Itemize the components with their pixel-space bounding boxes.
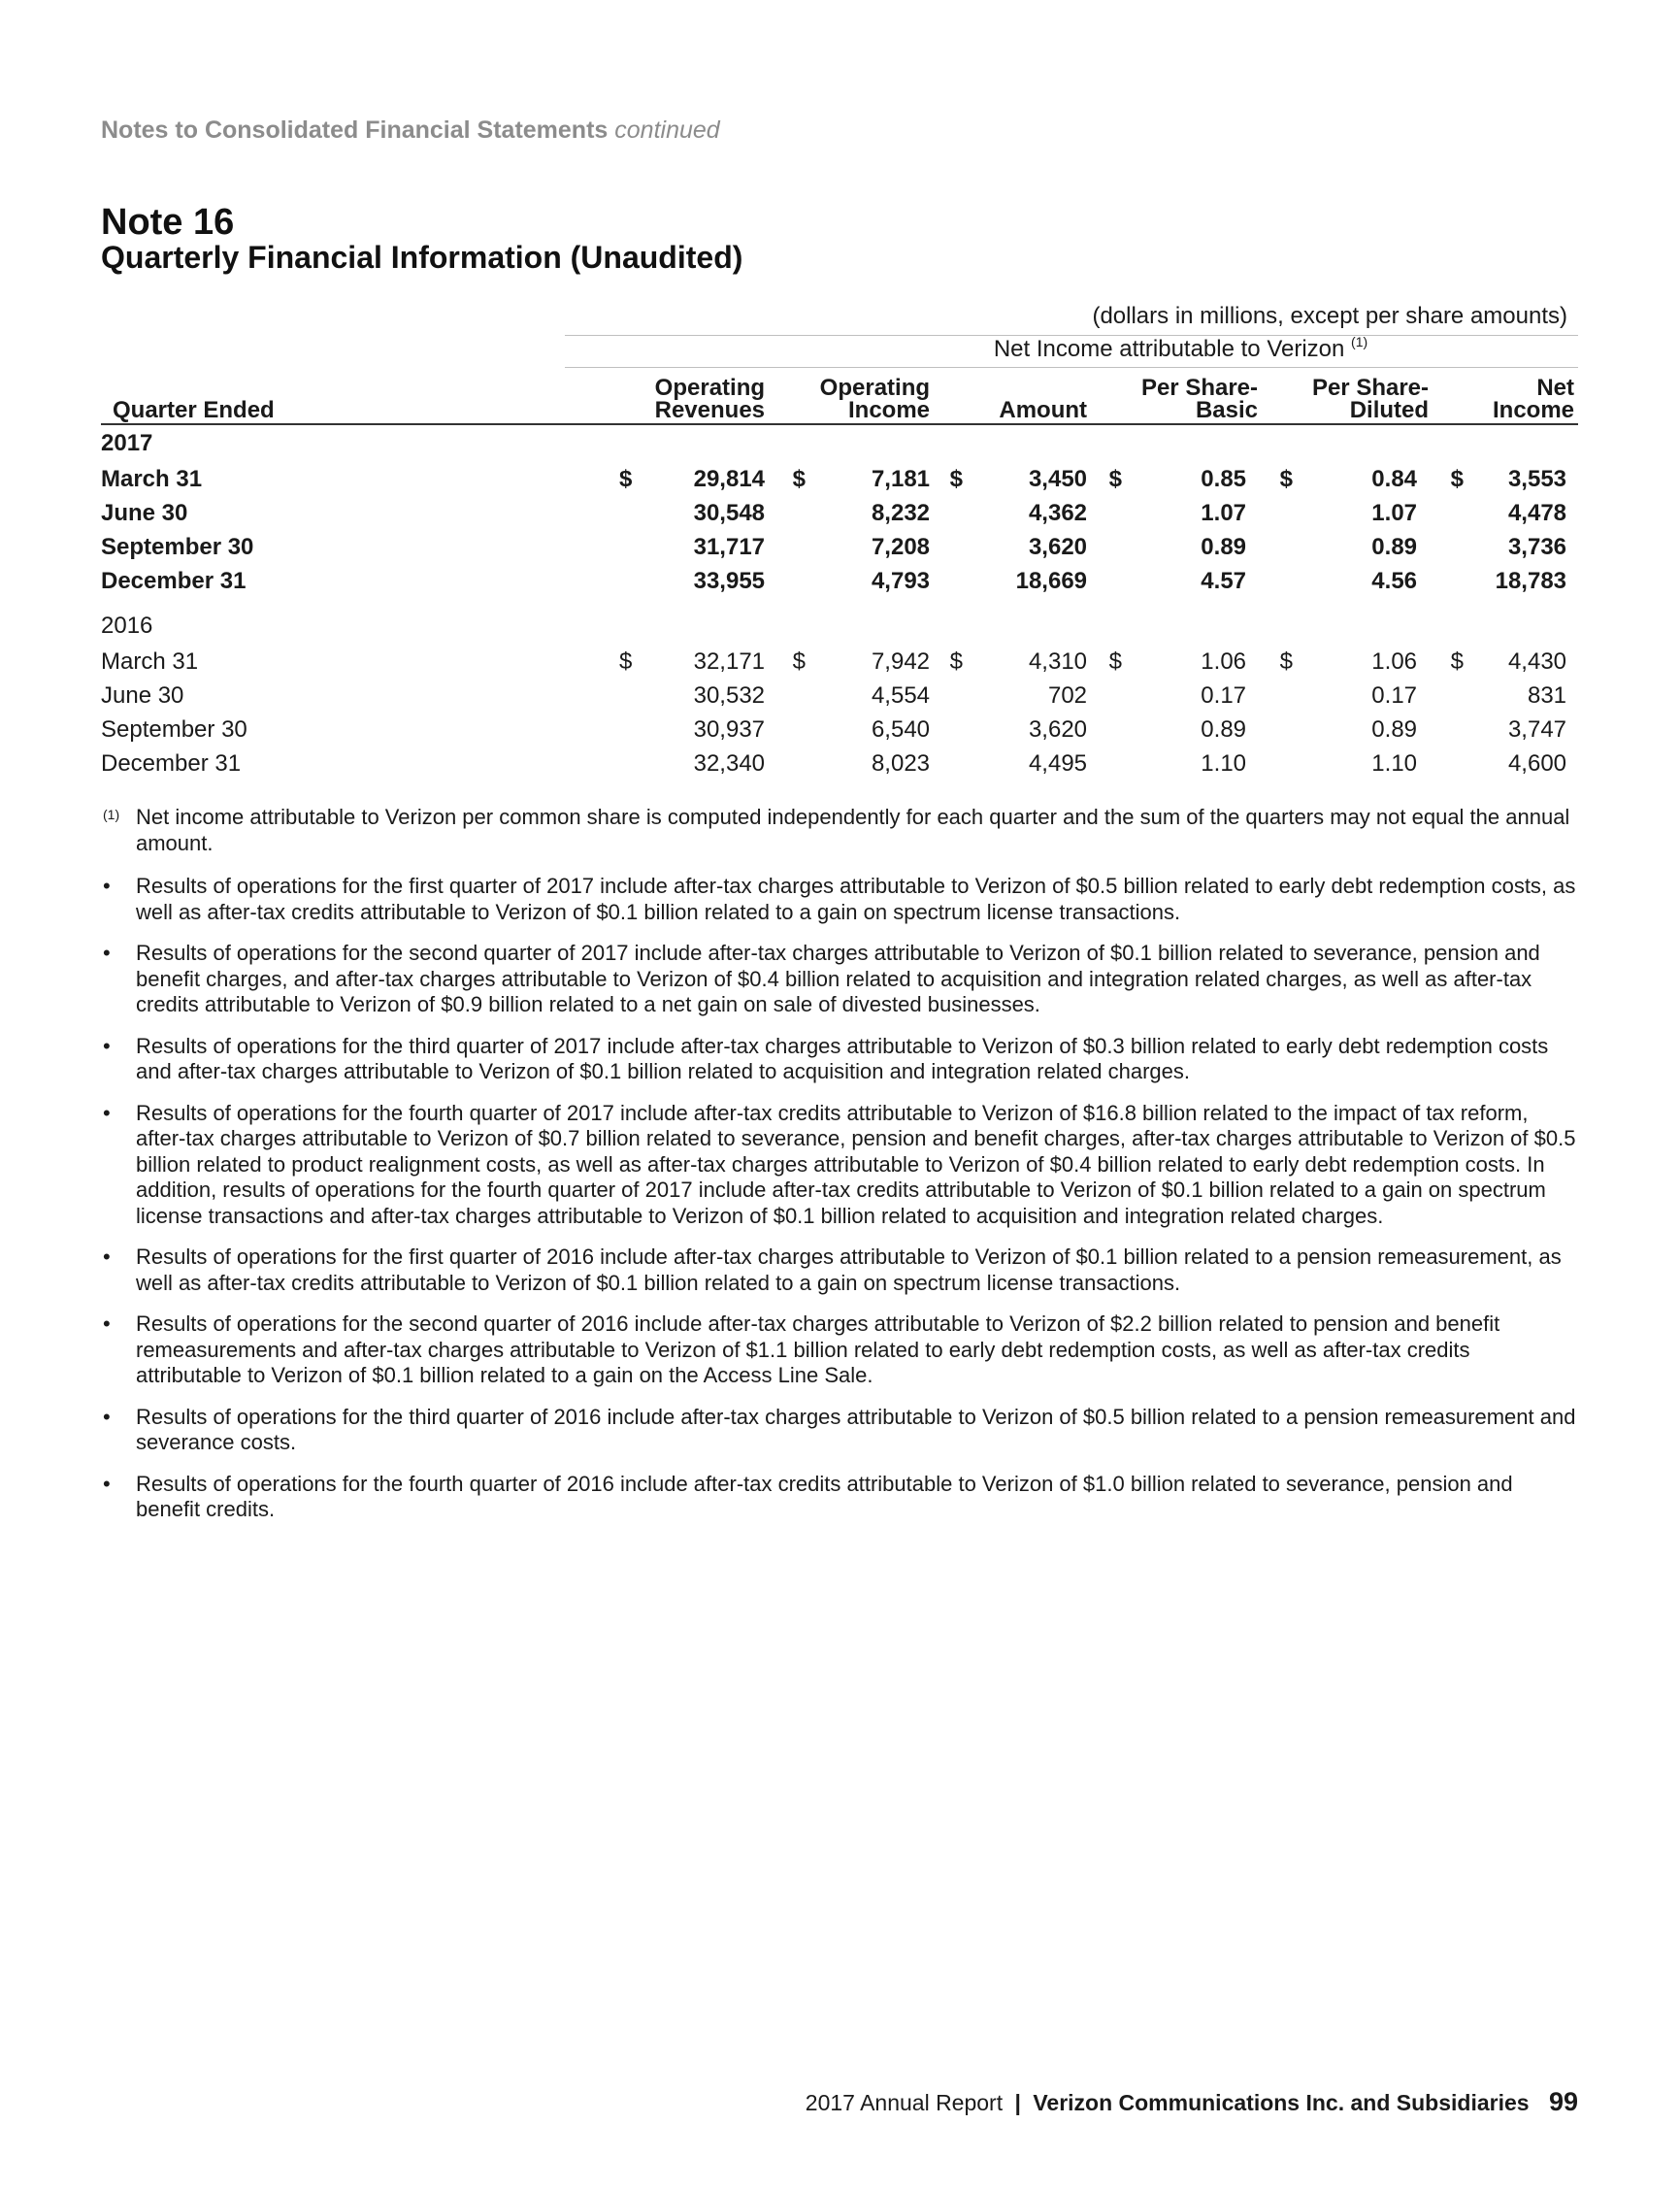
basic-cell: 0.89: [1201, 715, 1247, 743]
table-row: [101, 564, 1578, 598]
bullet-icon: •: [103, 1244, 111, 1269]
basic-cell: 0.89: [1201, 533, 1247, 560]
revenues-cell: 32,171: [693, 647, 766, 675]
quarter-label: June 30: [101, 681, 184, 709]
net-income-cell: 4,478: [1507, 499, 1567, 526]
quarterly-table: [101, 377, 1578, 780]
revenues-cell: 30,937: [693, 715, 766, 743]
list-item: [101, 1405, 1578, 1456]
footer-report: 2017 Annual Report: [805, 2090, 1004, 2115]
currency-symbol: $: [1108, 465, 1123, 492]
currency-symbol: $: [1279, 647, 1294, 675]
op-income-cell: 7,181: [871, 465, 931, 492]
net-income-group-header: [992, 336, 1369, 363]
units-caption: (dollars in millions, except per share amounts): [1092, 303, 1567, 329]
op-income-cell: 6,540: [871, 715, 931, 743]
quarter-label: December 31: [101, 567, 247, 594]
running-header: [101, 116, 720, 145]
basic-cell: 1.07: [1201, 499, 1247, 526]
bullet-text: Results of operations for the fourth quarter of 2016 include after-tax credits attributable to Verizon of $1.0 billion related to severance, pension and benefit credits.: [136, 1471, 1513, 1521]
running-title: Notes to Consolidated Financial Statements: [101, 116, 609, 144]
op-income-cell: 7,208: [871, 533, 931, 560]
revenues-cell: 29,814: [693, 465, 766, 492]
net-income-cell: 4,600: [1507, 749, 1567, 777]
year-row-2017: [101, 424, 1578, 462]
list-item: [101, 1244, 1578, 1296]
diluted-cell: 1.06: [1371, 647, 1418, 675]
table-footnote: [101, 804, 1576, 856]
currency-symbol: $: [1279, 465, 1294, 492]
note-number: Note 16: [101, 202, 235, 243]
bullet-icon: •: [103, 874, 111, 898]
col-opinc-line2: Income: [847, 397, 931, 423]
net-income-cell: 3,736: [1507, 533, 1567, 560]
currency-symbol: $: [1108, 647, 1123, 675]
quarter-label: March 31: [101, 465, 203, 492]
currency-symbol: $: [619, 647, 633, 675]
currency-symbol: $: [792, 647, 807, 675]
footer-separator: |: [1014, 2090, 1021, 2115]
bullet-text: Results of operations for the first quarter of 2017 include after-tax charges attributable to Verizon of $0.5 billion related to early debt redemption costs, as well as after-tax credits attributable to Verizon of $0.1 billion related to a gain on spectrum license transactions.: [136, 874, 1576, 924]
basic-cell: 4.57: [1201, 567, 1247, 594]
bullet-icon: •: [103, 941, 111, 965]
page-footer: [806, 2087, 1578, 2117]
list-item: [101, 1034, 1578, 1085]
currency-symbol: $: [1450, 647, 1465, 675]
currency-symbol: $: [949, 465, 964, 492]
amount-cell: 3,450: [1028, 465, 1088, 492]
amount-cell: 4,362: [1028, 499, 1088, 526]
table-row: [101, 747, 1578, 780]
diluted-cell: 1.10: [1371, 749, 1418, 777]
bullet-icon: •: [103, 1100, 111, 1125]
diluted-cell: 0.89: [1371, 533, 1418, 560]
net-income-cell: 18,783: [1495, 567, 1567, 594]
year-label: 2016: [101, 613, 153, 639]
col-diluted-line2: Diluted: [1349, 397, 1430, 423]
col-rev-line2: Revenues: [654, 397, 766, 423]
quarter-label: September 30: [101, 533, 254, 560]
net-income-cell: 4,430: [1507, 647, 1567, 675]
year-row-2016: [101, 608, 1578, 645]
bullet-text: Results of operations for the third quarter of 2017 include after-tax charges attributable to Verizon of $0.3 billion related to early debt redemption costs and after-tax charges attributable to Verizon of $0.1 billion related to acquisition and integration related charges.: [136, 1033, 1549, 1083]
diluted-cell: 1.07: [1371, 499, 1418, 526]
bullet-text: Results of operations for the first quarter of 2016 include after-tax charges attributable to Verizon of $0.1 billion related to a pension remeasurement, as well as after-tax credits attributable to Verizon of $0.1 billion related to a gain on spectrum license transactions.: [136, 1244, 1562, 1295]
table-row: [101, 530, 1578, 564]
basic-cell: 1.06: [1201, 647, 1247, 675]
table-row: [101, 713, 1578, 747]
results-bullet-list: [101, 874, 1578, 1539]
col-operating-income: [765, 377, 930, 424]
col-per-share-basic: [1087, 377, 1258, 424]
col-basic-line1: Per Share-: [1140, 375, 1259, 401]
bullet-text: Results of operations for the second quarter of 2017 include after-tax charges attributable to Verizon of $0.1 billion related to severance, pension and benefit charges, and after-tax charges attributable to Verizon of $0.4 billion related to acquisition and integration related charges, as well as after-tax credits attributable to Verizon of $0.9 billion related to a net gain on sale of divested businesses.: [136, 941, 1540, 1016]
running-suffix: continued: [614, 116, 720, 144]
table-row: [101, 462, 1578, 496]
bullet-icon: •: [103, 1404, 111, 1429]
group-header-label: Net Income attributable to Verizon: [993, 336, 1345, 362]
col-amount: Amount: [930, 377, 1087, 424]
col-quarter-ended: Quarter Ended: [101, 377, 619, 424]
col-basic-line2: Basic: [1195, 397, 1259, 423]
list-item: [101, 1101, 1578, 1230]
diluted-cell: 0.17: [1371, 681, 1418, 709]
footnote-text: Net income attributable to Verizon per common share is computed independently for each quarter and the sum of the quarters may not equal the annual amount.: [136, 805, 1570, 855]
col-net-income: [1429, 377, 1578, 424]
list-item: [101, 941, 1578, 1018]
col-net-line2: Income: [1492, 397, 1575, 423]
col-rev-line1: Operating: [654, 375, 766, 401]
currency-symbol: $: [1450, 465, 1465, 492]
op-income-cell: 4,554: [871, 681, 931, 709]
col-opinc-line1: Operating: [819, 375, 931, 401]
table-header-row: [101, 377, 1578, 424]
list-item: [101, 874, 1578, 925]
op-income-cell: 8,023: [871, 749, 931, 777]
bullet-text: Results of operations for the third quarter of 2016 include after-tax charges attributable to Verizon of $0.5 billion related to a pension remeasurement and severance costs.: [136, 1404, 1576, 1454]
list-item: [101, 1311, 1578, 1389]
basic-cell: 1.10: [1201, 749, 1247, 777]
amount-cell: 3,620: [1028, 533, 1088, 560]
quarter-label: September 30: [101, 715, 247, 743]
revenues-cell: 30,532: [693, 681, 766, 709]
bullet-text: Results of operations for the fourth quarter of 2017 include after-tax credits attributable to Verizon of $16.8 billion related to the impact of tax reform, after-tax charges attributable to Verizon of $0.7 billion related to severance, pension and benefit charges, after-tax charges attributable to Verizon of $0.5 billion related to product realignment costs, as well as after-tax charges attributable to Verizon of $0.4 billion related to early debt redemption costs. In addition, results of operations for the fourth quarter of 2017 include after-tax credits attributable to Verizon of $0.1 billion related to a gain on spectrum license transactions and after-tax charges attributable to Verizon of $0.1 billion related to acquisition and integration related charges.: [136, 1100, 1576, 1228]
net-income-cell: 831: [1527, 681, 1567, 709]
list-item: [101, 1472, 1578, 1523]
basic-cell: 0.85: [1201, 465, 1247, 492]
currency-symbol: $: [949, 647, 964, 675]
bullet-icon: •: [103, 1311, 111, 1336]
bullet-icon: •: [103, 1033, 111, 1058]
bullet-text: Results of operations for the second quarter of 2016 include after-tax charges attributable to Verizon of $2.2 billion related to pension and benefit remeasurements and after-tax charges attributable to Verizon of $1.1 billion related to early debt redemption costs, as well as after-tax credits attributable to Verizon of $0.1 billion related to a gain on the Access Line Sale.: [136, 1311, 1500, 1387]
quarter-label: June 30: [101, 499, 188, 526]
amount-cell: 4,495: [1028, 749, 1088, 777]
page-number: 99: [1548, 2087, 1578, 2116]
op-income-cell: 4,793: [871, 567, 931, 594]
diluted-cell: 0.84: [1371, 465, 1418, 492]
col-operating-revenues: [619, 377, 765, 424]
col-net-line1: Net: [1536, 375, 1575, 401]
revenues-cell: 32,340: [693, 749, 766, 777]
op-income-cell: 8,232: [871, 499, 931, 526]
op-income-cell: 7,942: [871, 647, 931, 675]
amount-cell: 3,620: [1028, 715, 1088, 743]
year-label: 2017: [101, 430, 153, 456]
diluted-cell: 4.56: [1371, 567, 1418, 594]
footnote-mark: (1): [103, 807, 120, 822]
revenues-cell: 30,548: [693, 499, 766, 526]
amount-cell: 4,310: [1028, 647, 1088, 675]
diluted-cell: 0.89: [1371, 715, 1418, 743]
quarter-label: March 31: [101, 647, 199, 675]
col-diluted-line1: Per Share-: [1311, 375, 1430, 401]
net-income-cell: 3,747: [1507, 715, 1567, 743]
revenues-cell: 33,955: [693, 567, 766, 594]
col-per-share-diluted: [1258, 377, 1429, 424]
amount-cell: 18,669: [1015, 567, 1088, 594]
currency-symbol: $: [619, 465, 633, 492]
quarter-label: December 31: [101, 749, 242, 777]
note-title: Quarterly Financial Information (Unaudited): [101, 240, 743, 275]
table-row: [101, 496, 1578, 530]
table-row: [101, 679, 1578, 713]
currency-symbol: $: [792, 465, 807, 492]
basic-cell: 0.17: [1201, 681, 1247, 709]
footer-company: Verizon Communications Inc. and Subsidiaries: [1033, 2090, 1530, 2115]
table-row: [101, 645, 1578, 679]
net-income-cell: 3,553: [1507, 465, 1567, 492]
amount-cell: 702: [1047, 681, 1088, 709]
group-header-rule: [565, 367, 1578, 368]
revenues-cell: 31,717: [693, 533, 766, 560]
group-footnote-mark: (1): [1351, 334, 1368, 349]
bullet-icon: •: [103, 1471, 111, 1496]
